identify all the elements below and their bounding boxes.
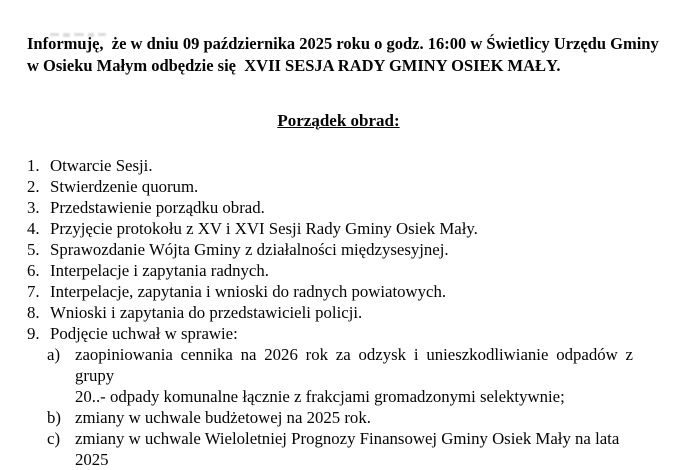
intro-line-1: Informuję, że w dniu 09 października 2025 roku o godz. 16:00 w Świetlicy Urzędu Gminy bbox=[27, 34, 659, 53]
agenda-item-number: 6. bbox=[27, 261, 40, 280]
intro-line-2: w Osieku Małym odbędzie się XVII SESJA RADY GMINY OSIEK MAŁY. bbox=[27, 56, 561, 75]
agenda-heading: Porządek obrad: bbox=[277, 111, 400, 130]
agenda-item-8 bbox=[27, 302, 633, 323]
agenda-item-text: Otwarcie Sesji. bbox=[50, 156, 153, 175]
intro-paragraph bbox=[27, 33, 659, 77]
document-page bbox=[0, 33, 677, 469]
agenda-item-7 bbox=[27, 281, 633, 302]
agenda-subitem-letter: b) bbox=[47, 408, 61, 427]
agenda-item-number: 1. bbox=[27, 156, 40, 175]
agenda-item-text: Interpelacje, zapytania i wnioski do radnych powiatowych. bbox=[50, 282, 447, 301]
agenda-item-text: Wnioski i zapytania do przedstawicieli policji. bbox=[50, 303, 363, 322]
agenda-subitem-letter: a) bbox=[47, 345, 61, 364]
agenda-item-4 bbox=[27, 218, 633, 239]
agenda-subitem-letter: c) bbox=[47, 429, 61, 448]
agenda-item-1 bbox=[27, 155, 633, 176]
cut-off-mark bbox=[98, 33, 106, 36]
agenda-subitem-text: zmiany w uchwale budżetowej na 2025 rok. bbox=[75, 408, 371, 427]
agenda-item-number: 5. bbox=[27, 240, 40, 259]
cut-off-text-fragment bbox=[50, 33, 106, 38]
agenda-item-number: 3. bbox=[27, 198, 40, 217]
cut-off-mark bbox=[50, 33, 59, 36]
agenda-heading-row bbox=[0, 110, 677, 131]
agenda-item-text: Interpelacje i zapytania radnych. bbox=[50, 261, 269, 280]
agenda-subitem-a bbox=[47, 344, 633, 407]
agenda-list bbox=[27, 155, 633, 470]
agenda-subitem-line-2: 20..- odpady komunalne łącznie z frakcjami gromadzonymi selektywnie; bbox=[75, 387, 565, 406]
agenda-subitem-text: zmiany w uchwale Wieloletniej Prognozy Finansowej Gminy Osiek Mały na lata 2025 bbox=[75, 429, 620, 469]
agenda-item-text: Podjęcie uchwał w sprawie: bbox=[50, 324, 238, 343]
agenda-item-text: Przyjęcie protokołu z XV i XVI Sesji Rady Gminy Osiek Mały. bbox=[50, 219, 478, 238]
agenda-item-number: 2. bbox=[27, 177, 40, 196]
agenda-item-number: 4. bbox=[27, 219, 40, 238]
agenda-subitem-b bbox=[47, 407, 633, 428]
agenda-item-2 bbox=[27, 176, 633, 197]
agenda-item-9 bbox=[27, 323, 633, 344]
cut-off-mark bbox=[74, 33, 84, 36]
agenda-subitem-c bbox=[47, 428, 633, 470]
agenda-item-5 bbox=[27, 239, 633, 260]
agenda-item-text: Sprawozdanie Wójta Gminy z działalności międzysesyjnej. bbox=[50, 240, 449, 259]
agenda-item-number: 8. bbox=[27, 303, 40, 322]
agenda-item-number: 7. bbox=[27, 282, 40, 301]
cut-off-mark bbox=[63, 33, 70, 37]
agenda-item-text: Przedstawienie porządku obrad. bbox=[50, 198, 265, 217]
agenda-item-text: Stwierdzenie quorum. bbox=[50, 177, 199, 196]
agenda-item-3 bbox=[27, 197, 633, 218]
agenda-item-number: 9. bbox=[27, 324, 40, 343]
cut-off-mark bbox=[88, 33, 94, 37]
agenda-item-6 bbox=[27, 260, 633, 281]
agenda-subitem-text bbox=[75, 344, 633, 407]
agenda-subitem-line-1: zaopiniowania cennika na 2026 rok za odzysk i unieszkodliwianie odpadów z grupy bbox=[75, 345, 633, 385]
